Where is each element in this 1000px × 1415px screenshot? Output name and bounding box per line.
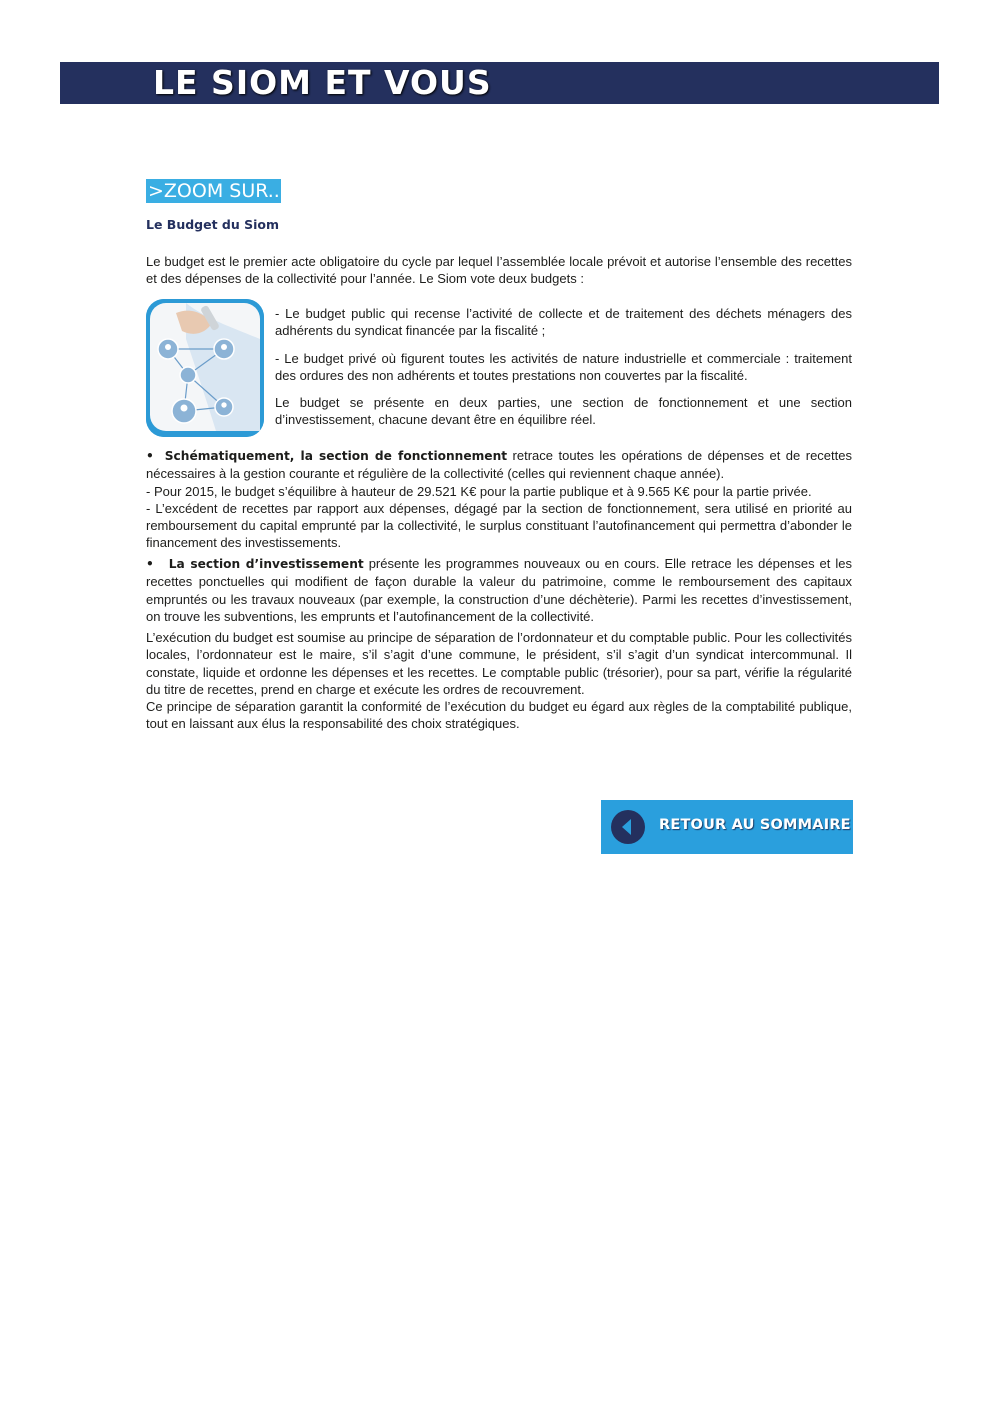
intro-paragraph: Le budget est le premier acte obligatoire du cycle par lequel l’assemblée locale prévoit et autorise l’ensemble des recettes et des dépenses de la collectivité pour l’année. Le Siom vote deux budgets :	[146, 254, 852, 287]
investissement-text: présente les programmes nouveaux ou en cours. Elle retrace les dépenses et les recettes ponctuelles qui modifient de façon durable la valeur du patrimoine, comme le remboursement des capitaux empruntés ou les travaux nouveaux (par exemple, la construction d’une déchèterie). Parmi les recettes d’investissement, on trouve les subventions, les emprunts et l’autofinancement de la collectivité.	[146, 556, 852, 624]
fonctionnement-paragraph	[146, 447, 852, 483]
public-budget-item: - Le budget public qui recense l’activité de collecte et de traitement des déchets ménagers des adhérents du syndicat financée par la fiscalité ;	[275, 306, 852, 339]
fonctionnement-text: retrace toutes les opérations de dépenses et de recettes nécessaires à la gestion courante et régulière de la collectivité (celles qui reviennent chaque année).	[146, 448, 852, 482]
back-arrow-icon	[611, 810, 645, 844]
fonctionnement-heading: Schématiquement, la section de fonctionnement	[164, 449, 508, 463]
excedent-line: - L’excédent de recettes par rapport aux dépenses, dégagé par la section de fonctionnement, sera utilisé en priorité au remboursement du capital emprunté par la collectivité, le surplus constituant l’autofinancement qui permettra d’abonder le financement des investissements.	[146, 500, 852, 551]
investissement-heading: La section d’investissement	[168, 557, 364, 571]
investissement-section	[146, 555, 852, 625]
return-button-label: RETOUR AU SOMMAIRE	[659, 817, 851, 833]
header-banner	[60, 62, 939, 104]
network-hand-image	[146, 299, 264, 437]
execution-paragraph: L’exécution du budget est soumise au principe de séparation de l’ordonnateur et du comptable public. Pour les collectivités locales, l’ordonnateur est le maire, s’il s’agit d’une commune, le président, s’il s’agit d’un syndicat intercommunal. Il constate, liquide et ordonne les dépenses et les recettes. Le comptable public (trésorier), pour sa part, vérifie la régularité du titre de recettes, prend en charge et exécute les ordres de recouvrement.	[146, 630, 852, 697]
budget-2015-line: - Pour 2015, le budget s’équilibre à hauteur de 29.521 K€ pour la partie publique et à 9.565 K€ pour la partie privée.	[146, 483, 812, 499]
fonctionnement-bullet: •	[146, 449, 154, 463]
zoom-tag: >ZOOM SUR..	[148, 180, 280, 202]
section-subtitle: Le Budget du Siom	[146, 217, 280, 232]
investissement-bullet: •	[146, 557, 154, 571]
page-title: LE SIOM ET VOUS	[153, 63, 492, 102]
execution-section	[146, 629, 852, 733]
budget-parts-paragraph: Le budget se présente en deux parties, une section de fonctionnement et une section d’investissement, chacune devant être en équilibre réel.	[275, 395, 852, 428]
fonctionnement-section	[146, 447, 852, 552]
separation-paragraph: Ce principe de séparation garantit la conformité de l’exécution du budget eu égard aux règles de la comptabilité publique, tout en laissant aux élus la responsabilité des choix stratégiques.	[146, 699, 852, 732]
return-to-summary-button[interactable]	[601, 800, 853, 854]
private-budget-item: - Le budget privé où figurent toutes les activités de nature industrielle et commerciale : traitement des ordures des non adhérents et toutes prestations non couvertes par la fiscalité.	[275, 351, 852, 384]
